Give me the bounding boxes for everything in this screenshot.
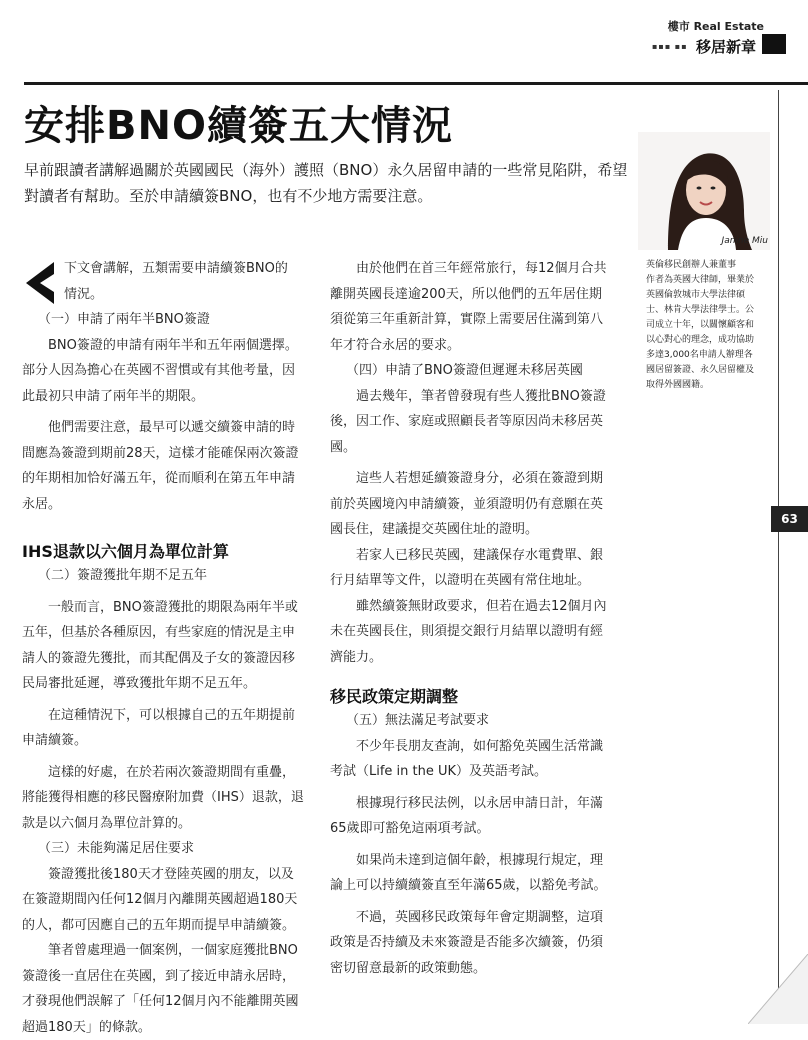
subheading: （一）申請了兩年半BNO簽證 xyxy=(22,307,314,333)
body-line: 筆者曾處理過一個案例，一個家庭獲批BNO xyxy=(22,938,314,964)
body-line: 若家人已移民英國，建議保存水電費單、銀 xyxy=(330,543,630,569)
bio-line: 多達3,000名申請人辦理各 xyxy=(646,348,768,363)
body-line: 後，因工作、家庭或照顧長者等原因尚未移居英 xyxy=(330,409,630,435)
body-line: 申請續簽。 xyxy=(22,728,314,754)
subheading: （四）申請了BNO簽證但遲遲未移居英國 xyxy=(330,358,630,384)
body-line: 超過180天」的條款。 xyxy=(22,1015,314,1040)
body-line: 如果尚未達到這個年齡，根據現行規定，理 xyxy=(330,848,630,874)
column-name: 移居新章 xyxy=(696,36,756,57)
body-line: 過去幾年，筆者曾發現有些人獲批BNO簽證 xyxy=(330,384,630,410)
body-line: 情況。 xyxy=(22,282,314,308)
body-line: 請人的簽證先獲批，而其配偶及子女的簽證因移 xyxy=(22,646,314,672)
bio-line: 英倫移民創辦人兼董事 xyxy=(646,258,768,273)
body-line: 在簽證期間內任何12個月內離開英國超過180天 xyxy=(22,887,314,913)
body-line: 前於英國境內申請續簽，並須證明仍有意願在英 xyxy=(330,492,630,518)
subheading: （三）未能夠滿足居住要求 xyxy=(22,836,314,862)
body-line: BNO簽證的申請有兩年半和五年兩個選擇。 xyxy=(22,333,314,359)
bio-line: 作者為英國大律師，畢業於 xyxy=(646,273,768,288)
subheading: （五）無法滿足考試要求 xyxy=(330,708,630,734)
body-line: 這些人若想延續簽證身分，必須在簽證到期 xyxy=(330,466,630,492)
author-photo xyxy=(638,132,770,250)
header-block xyxy=(762,34,786,54)
body-line: 國長住，建議提交英國住址的證明。 xyxy=(330,517,630,543)
body-line: 國。 xyxy=(330,435,630,461)
body-line: 民局審批延遲，導致獲批年期不足五年。 xyxy=(22,671,314,697)
body-line: 款是以六個月為單位計算的。 xyxy=(22,811,314,837)
body-line: 這樣的好處，在於若兩次簽證期間有重疊， xyxy=(22,760,314,786)
page-number: 63 xyxy=(771,506,808,532)
body-line: 離開英國長達逾200天，所以他們的五年居住期 xyxy=(330,282,630,308)
body-line: 考試（Life in the UK）及英語考試。 xyxy=(330,759,630,785)
side-rule xyxy=(778,90,779,1010)
body-line: 政策是否持續及未來簽證是否能多次續簽，仍須 xyxy=(330,930,630,956)
body-line: 行月結單等文件，以證明在英國有常住地址。 xyxy=(330,568,630,594)
body-line: 根據現行移民法例，以永居申請日計，年滿 xyxy=(330,791,630,817)
author-bio xyxy=(646,258,768,393)
column-2 xyxy=(330,256,630,981)
intro-line: 早前跟讀者講解過關於英國國民（海外）護照（BNO）永久居留申請的一些常見陷阱，希望 xyxy=(24,157,634,183)
body-line: 簽證後一直居住在英國，到了接近申請永居時， xyxy=(22,964,314,990)
section-label: 樓市 Real Estate xyxy=(668,18,764,34)
body-line: 由於他們在首三年經常旅行，每12個月合共 xyxy=(330,256,630,282)
bio-line: 士、林肯大學法律學士。公 xyxy=(646,303,768,318)
body-line: 簽證獲批後180天才登陸英國的朋友，以及 xyxy=(22,862,314,888)
bio-line: 司成立十年，以關懷顧客和 xyxy=(646,318,768,333)
body-line: 的人，都可因應自己的五年期而提早申請續簽。 xyxy=(22,913,314,939)
body-line: 部分人因為擔心在英國不習慣或有其他考量，因 xyxy=(22,358,314,384)
article-intro xyxy=(24,157,634,209)
body-line: 65歲即可豁免這兩項考試。 xyxy=(330,816,630,842)
author-portrait-icon xyxy=(638,132,770,250)
body-line: 才發現他們誤解了「任何12個月內不能離開英國 xyxy=(22,989,314,1015)
body-line: 濟能力。 xyxy=(330,645,630,671)
bio-line: 英國倫敦城市大學法律碩 xyxy=(646,288,768,303)
article-title: 安排BNO續簽五大情況 xyxy=(24,94,453,151)
body-line: 雖然續簽無財政要求，但若在過去12個月內 xyxy=(330,594,630,620)
body-line: 一般而言，BNO簽證獲批的期限為兩年半或 xyxy=(22,595,314,621)
column-1 xyxy=(22,256,314,1040)
bio-line: 以心對心的理念，成功協助 xyxy=(646,333,768,348)
body-line: 未在英國長住，則須提交銀行月結單以證明有經 xyxy=(330,619,630,645)
body-line: 須從第三年重新計算，實際上需要居住滿到第八 xyxy=(330,307,630,333)
body-line: 年才符合永居的要求。 xyxy=(330,333,630,359)
body-line: 不少年長朋友查詢，如何豁免英國生活常識 xyxy=(330,734,630,760)
body-line: 論上可以持續續簽直至年滿65歲，以豁免考試。 xyxy=(330,873,630,899)
author-name: Janine Miu xyxy=(638,236,768,246)
body-line: 不過，英國移民政策每年會定期調整，這項 xyxy=(330,905,630,931)
body-line: 他們需要注意，最早可以遞交續簽申請的時 xyxy=(22,415,314,441)
bio-line: 國居留簽證、永久居留權及 xyxy=(646,363,768,378)
body-line: 永居。 xyxy=(22,492,314,518)
subheading: （二）簽證獲批年期不足五年 xyxy=(22,563,314,589)
body-line: 密切留意最新的政策動態。 xyxy=(330,956,630,982)
section-heading: 移民政策定期調整 xyxy=(330,686,630,708)
intro-line: 對讀者有幫助。至於申請續簽BNO，也有不少地方需要注意。 xyxy=(24,183,634,209)
page-corner xyxy=(748,954,808,1024)
header-dots: ▪▪▪ ▪▪ xyxy=(652,42,688,51)
body-line: 此最初只申請了兩年半的期限。 xyxy=(22,384,314,410)
body-line: 在這種情況下，可以根據自己的五年期提前 xyxy=(22,703,314,729)
section-heading: IHS退款以六個月為單位計算 xyxy=(22,541,314,563)
top-rule xyxy=(24,82,808,85)
bio-line: 取得外國國籍。 xyxy=(646,378,768,393)
body-line: 下文會講解，五類需要申請續簽BNO的 xyxy=(22,256,314,282)
body-line: 五年，但基於各種原因，有些家庭的情況是主申 xyxy=(22,620,314,646)
body-line: 的年期相加恰好滿五年，從而順利在第五年申請 xyxy=(22,466,314,492)
body-line: 將能獲得相應的移民醫療附加費（IHS）退款，退 xyxy=(22,785,314,811)
body-line: 間應為簽證到期前28天，這樣才能確保兩次簽證 xyxy=(22,441,314,467)
